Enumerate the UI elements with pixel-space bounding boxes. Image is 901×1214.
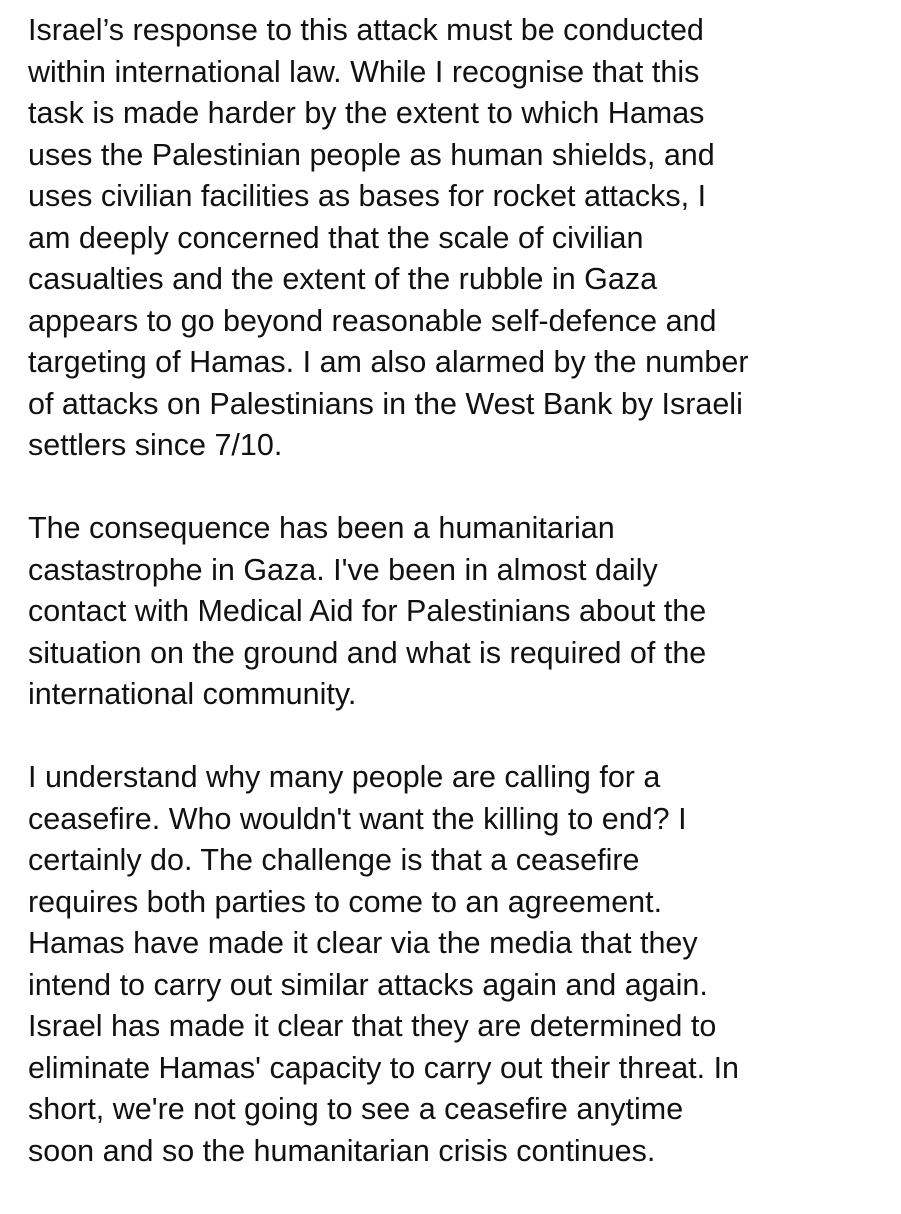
text-line: I understand why many people are calling for a	[28, 760, 661, 794]
text-line: targeting of Hamas. I am also alarmed by the number	[28, 345, 749, 379]
paragraph-2	[28, 508, 888, 716]
text-line: contact with Medical Aid for Palestinians about the	[28, 594, 707, 628]
text-line: The consequence has been a humanitarian	[28, 511, 615, 545]
text-line: ceasefire. Who wouldn't want the killing to end? I	[28, 801, 687, 836]
text-line: soon and so the humanitarian crisis continues.	[28, 1133, 656, 1168]
text-line: Israel’s response to this attack must be conducted	[28, 13, 704, 47]
text-line: requires both parties to come to an agreement.	[28, 884, 663, 919]
text-line: short, we're not going to see a ceasefire anytime	[28, 1092, 684, 1126]
text-line: Hamas have made it clear via the media that they	[28, 926, 698, 960]
document-body	[28, 10, 888, 1214]
text-line: casualties and the extent of the rubble in Gaza	[28, 262, 658, 296]
text-line: intend to carry out similar attacks again and again.	[28, 967, 708, 1002]
text-line: castastrophe in Gaza. I've been in almost daily	[28, 552, 658, 587]
text-line: appears to go beyond reasonable self-defence and	[28, 303, 717, 338]
text-line: uses civilian facilities as bases for rocket attacks, I	[28, 179, 707, 213]
text-line: Israel has made it clear that they are determined to	[28, 1009, 717, 1043]
paragraph-1	[28, 10, 888, 467]
paragraph-3	[28, 757, 888, 1172]
text-line: eliminate Hamas' capacity to carry out their threat. In	[28, 1050, 740, 1085]
text-line: within international law. While I recognise that this	[28, 54, 700, 89]
text-line: of attacks on Palestinians in the West Bank by Israeli	[28, 386, 743, 421]
text-line: international community.	[28, 677, 357, 711]
text-line: settlers since 7/10.	[28, 428, 283, 462]
text-line: am deeply concerned that the scale of civilian	[28, 220, 644, 255]
text-line: situation on the ground and what is required of the	[28, 635, 707, 670]
text-line: task is made harder by the extent to which Hamas	[28, 96, 705, 130]
text-line: uses the Palestinian people as human shields, and	[28, 137, 715, 172]
text-line: certainly do. The challenge is that a ceasefire	[28, 843, 640, 877]
